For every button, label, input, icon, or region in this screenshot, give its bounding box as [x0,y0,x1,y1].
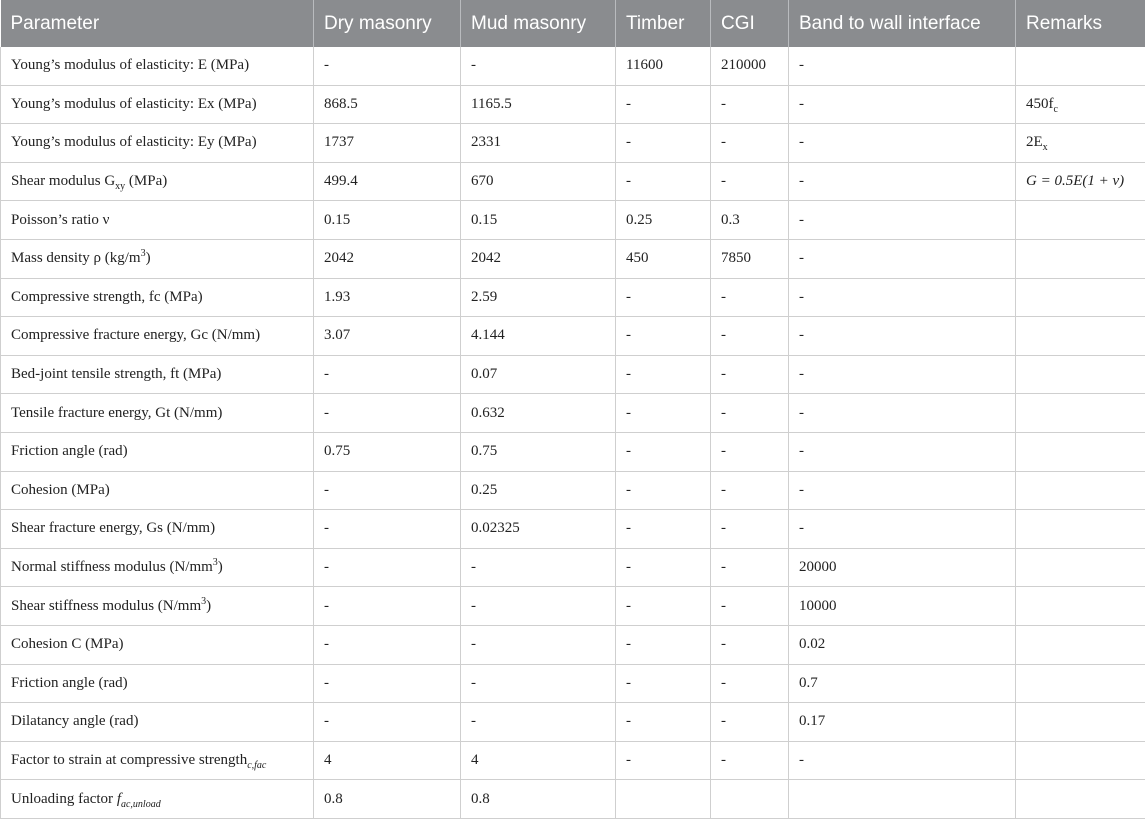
parameter-subscript: xy [115,181,125,192]
band-cell: - [789,201,1016,240]
mud-masonry-cell: - [461,47,616,85]
band-cell: - [789,85,1016,124]
table-row [1,278,1145,317]
parameter-cell: Bed-joint tensile strength, ft (MPa) [1,355,314,394]
table-row [1,471,1145,510]
timber-cell [616,780,711,819]
remarks-text: 450f [1026,96,1054,112]
timber-cell: 450 [616,239,711,278]
band-cell: - [789,741,1016,780]
timber-cell: 11600 [616,47,711,85]
cgi-cell: - [711,85,789,124]
parameter-symbol: f [117,791,121,807]
remarks-cell [1016,587,1145,626]
parameter-subscript: c,fac [247,760,266,771]
parameter-unit: (MPa) [125,173,167,189]
timber-cell: - [616,664,711,703]
parameter-cell [1,587,314,626]
remarks-cell [1016,85,1145,124]
parameter-cell: Compressive fracture energy, Gc (N/mm) [1,317,314,356]
header-dry-masonry: Dry masonry [314,0,461,47]
band-cell: - [789,47,1016,85]
table-row [1,741,1145,780]
timber-cell: - [616,317,711,356]
dry-masonry-cell: 4 [314,741,461,780]
header-remarks: Remarks [1016,0,1145,47]
table-row [1,124,1145,163]
cgi-cell: 0.3 [711,201,789,240]
cgi-cell: - [711,432,789,471]
parameter-cell: Poisson’s ratio ν [1,201,314,240]
parameter-unit: ) [146,250,151,266]
timber-cell: - [616,587,711,626]
band-cell: 0.17 [789,703,1016,742]
timber-cell: - [616,510,711,549]
dry-masonry-cell: 2042 [314,239,461,278]
parameter-unit: ) [206,598,211,614]
cgi-cell: - [711,471,789,510]
parameter-text: Normal stiffness modulus (N/mm [11,559,213,575]
dry-masonry-cell: 0.8 [314,780,461,819]
cgi-cell: - [711,548,789,587]
remarks-cell [1016,741,1145,780]
mud-masonry-cell: 0.632 [461,394,616,433]
parameter-cell: Cohesion C (MPa) [1,625,314,664]
dry-masonry-cell: - [314,394,461,433]
parameter-text: Mass density ρ (kg/m [11,250,141,266]
cgi-cell: 210000 [711,47,789,85]
mud-masonry-cell: 0.02325 [461,510,616,549]
mud-masonry-cell: 4.144 [461,317,616,356]
cgi-cell: 7850 [711,239,789,278]
header-timber: Timber [616,0,711,47]
dry-masonry-cell: 868.5 [314,85,461,124]
cgi-cell: - [711,664,789,703]
parameter-cell: Friction angle (rad) [1,432,314,471]
mud-masonry-cell: 2042 [461,239,616,278]
cgi-cell: - [711,625,789,664]
mud-masonry-cell: 4 [461,741,616,780]
band-cell: 0.7 [789,664,1016,703]
parameter-cell: Cohesion (MPa) [1,471,314,510]
dry-masonry-cell: - [314,471,461,510]
parameter-text: Unloading factor [11,791,117,807]
parameter-cell [1,548,314,587]
table-row [1,162,1145,201]
timber-cell: - [616,625,711,664]
mud-masonry-cell: 1165.5 [461,85,616,124]
timber-cell: - [616,548,711,587]
cgi-cell: - [711,317,789,356]
mud-masonry-cell: 2331 [461,124,616,163]
remarks-subscript: x [1043,142,1048,153]
table-row [1,510,1145,549]
parameter-cell [1,780,314,819]
parameter-superscript: 3 [201,596,206,607]
table-row [1,47,1145,85]
parameter-cell [1,162,314,201]
remarks-text: 2E [1026,134,1043,150]
timber-cell: - [616,741,711,780]
dry-masonry-cell: - [314,548,461,587]
remarks-cell [1016,317,1145,356]
dry-masonry-cell: - [314,355,461,394]
band-cell: 10000 [789,587,1016,626]
header-cgi: CGI [711,0,789,47]
mud-masonry-cell: 0.07 [461,355,616,394]
table-row [1,201,1145,240]
remarks-cell [1016,548,1145,587]
dry-masonry-cell: - [314,587,461,626]
timber-cell: - [616,471,711,510]
table-row [1,394,1145,433]
table-row [1,664,1145,703]
parameter-cell: Tensile fracture energy, Gt (N/mm) [1,394,314,433]
table-row [1,625,1145,664]
cgi-cell: - [711,124,789,163]
cgi-cell: - [711,394,789,433]
table-row [1,355,1145,394]
cgi-cell: - [711,510,789,549]
table-row [1,587,1145,626]
band-cell: - [789,239,1016,278]
timber-cell: - [616,278,711,317]
dry-masonry-cell: 0.15 [314,201,461,240]
remarks-cell [1016,703,1145,742]
parameter-cell: Friction angle (rad) [1,664,314,703]
dry-masonry-cell: - [314,510,461,549]
table-row [1,317,1145,356]
cgi-cell: - [711,355,789,394]
table-row [1,703,1145,742]
band-cell: - [789,471,1016,510]
mud-masonry-cell: - [461,625,616,664]
parameter-cell: Shear fracture energy, Gs (N/mm) [1,510,314,549]
dry-masonry-cell: - [314,625,461,664]
parameter-cell: Young’s modulus of elasticity: Ex (MPa) [1,85,314,124]
parameter-cell: Compressive strength, fc (MPa) [1,278,314,317]
timber-cell: - [616,85,711,124]
remarks-cell [1016,510,1145,549]
parameter-text: Shear modulus G [11,173,115,189]
dry-masonry-cell: 1737 [314,124,461,163]
remarks-cell [1016,471,1145,510]
mud-masonry-cell: - [461,548,616,587]
timber-cell: - [616,432,711,471]
remarks-cell [1016,355,1145,394]
cgi-cell: - [711,587,789,626]
band-cell: - [789,394,1016,433]
remarks-cell [1016,124,1145,163]
dry-masonry-cell: 1.93 [314,278,461,317]
cgi-cell: - [711,278,789,317]
header-parameter: Parameter [1,0,314,47]
parameter-cell: Young’s modulus of elasticity: E (MPa) [1,47,314,85]
cgi-cell: - [711,703,789,742]
timber-cell: 0.25 [616,201,711,240]
mud-masonry-cell: 2.59 [461,278,616,317]
parameter-text: Factor to strain at compressive strength [11,752,247,768]
mud-masonry-cell: 670 [461,162,616,201]
band-cell: - [789,510,1016,549]
dry-masonry-cell: 3.07 [314,317,461,356]
band-cell: - [789,355,1016,394]
table-row [1,85,1145,124]
remarks-cell [1016,201,1145,240]
remarks-cell [1016,278,1145,317]
parameter-subscript: ac,unload [121,799,161,810]
dry-masonry-cell: - [314,664,461,703]
remarks-cell [1016,47,1145,85]
band-cell: 20000 [789,548,1016,587]
band-cell: 0.02 [789,625,1016,664]
mud-masonry-cell: 0.75 [461,432,616,471]
remarks-cell [1016,780,1145,819]
band-cell: - [789,278,1016,317]
parameter-cell: Dilatancy angle (rad) [1,703,314,742]
timber-cell: - [616,162,711,201]
mud-masonry-cell: - [461,703,616,742]
remarks-cell [1016,625,1145,664]
table-row [1,239,1145,278]
dry-masonry-cell: 499.4 [314,162,461,201]
remarks-cell [1016,432,1145,471]
parameter-cell [1,741,314,780]
mud-masonry-cell: - [461,664,616,703]
cgi-cell: - [711,162,789,201]
band-cell: - [789,162,1016,201]
remarks-cell: G = 0.5E(1 + ν) [1016,162,1145,201]
cgi-cell: - [711,741,789,780]
cgi-cell [711,780,789,819]
band-cell: - [789,432,1016,471]
parameter-text: Shear stiffness modulus (N/mm [11,598,201,614]
dry-masonry-cell: 0.75 [314,432,461,471]
mud-masonry-cell: - [461,587,616,626]
timber-cell: - [616,703,711,742]
band-cell [789,780,1016,819]
header-mud-masonry: Mud masonry [461,0,616,47]
timber-cell: - [616,355,711,394]
remarks-cell [1016,239,1145,278]
remarks-cell [1016,664,1145,703]
dry-masonry-cell: - [314,703,461,742]
dry-masonry-cell: - [314,47,461,85]
remarks-cell [1016,394,1145,433]
parameter-cell: Young’s modulus of elasticity: Ey (MPa) [1,124,314,163]
table-row [1,432,1145,471]
table-row [1,780,1145,819]
band-cell: - [789,317,1016,356]
header-row [1,0,1145,47]
header-band-interface: Band to wall interface [789,0,1016,47]
mud-masonry-cell: 0.15 [461,201,616,240]
mud-masonry-cell: 0.8 [461,780,616,819]
parameter-unit: ) [218,559,223,575]
table-row [1,548,1145,587]
parameter-superscript: 3 [141,248,146,259]
parameter-superscript: 3 [213,557,218,568]
parameter-cell [1,239,314,278]
timber-cell: - [616,394,711,433]
timber-cell: - [616,124,711,163]
band-cell: - [789,124,1016,163]
remarks-subscript: c [1054,104,1058,115]
mud-masonry-cell: 0.25 [461,471,616,510]
